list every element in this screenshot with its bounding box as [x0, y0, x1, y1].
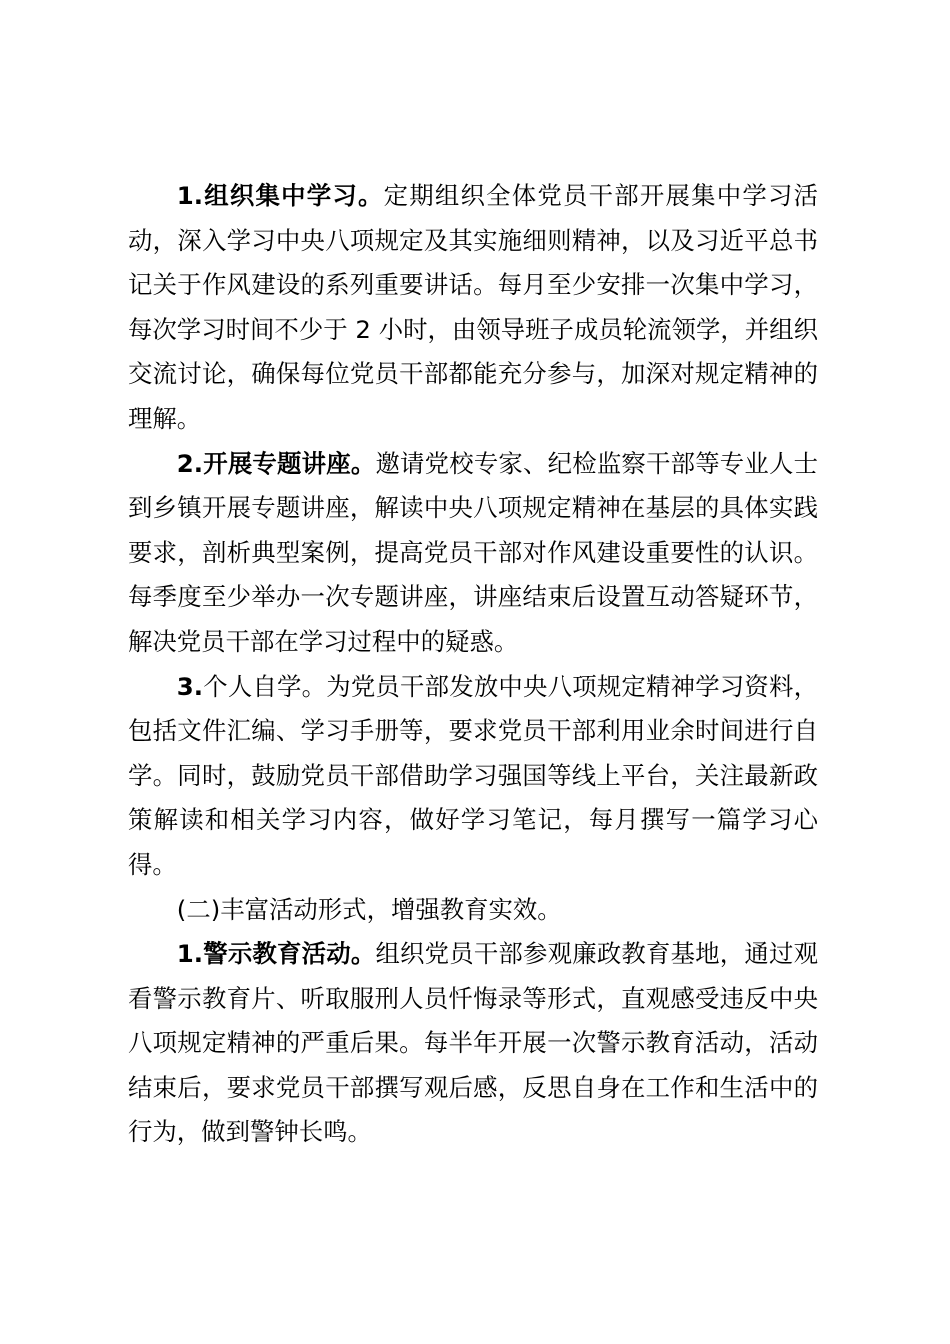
paragraph-heading: 1.警示教育活动。 [176, 939, 376, 969]
paragraph-self-study [128, 665, 818, 888]
paragraph-organize-study [128, 174, 818, 442]
paragraph-body: (二)丰富活动形式，增强教育实效。 [176, 894, 562, 924]
paragraph-heading: 1.组织集中学习。 [176, 181, 384, 210]
paragraph-body: 个人自学。为党员干部发放中央八项规定精神学习资料，包括文件汇编、学习手册等，要求党员干部利用业余时间进行自学。同时，鼓励党员干部借助学习强国等线上平台，关注最新政策解读和相关学习内容，做好学习笔记，每月撰写一篇学习心得。 [128, 671, 818, 879]
paragraph-heading: 2.开展专题讲座。 [176, 448, 376, 478]
paragraph-heading: 3. [176, 671, 204, 701]
paragraph-body: 邀请党校专家、纪检监察干部等专业人士到乡镇开展专题讲座，解读中央八项规定精神在基层的具体实践要求，剖析典型案例，提高党员干部对作风建设重要性的认识。每季度至少举办一次专题讲座，讲座结束后设置互动答疑环节，解决党员干部在学习过程中的疑惑。 [128, 448, 818, 656]
section-heading-activities [128, 888, 818, 933]
document-page [128, 174, 818, 1155]
paragraph-warning-education [128, 932, 818, 1155]
paragraph-lectures [128, 442, 818, 665]
paragraph-body: 定期组织全体党员干部开展集中学习活动，深入学习中央八项规定及其实施细则精神，以及习近平总书记关于作风建设的系列重要讲话。每月至少安排一次集中学习，每次学习时间不少于 2 小时，由领导班子成员轮流领学，并组织交流讨论，确保每位党员干部都能充分参与，加深对规定精神的理解。 [128, 181, 818, 433]
paragraph-body: 组织党员干部参观廉政教育基地，通过观看警示教育片、听取服刑人员忏悔录等形式，直观感受违反中央八项规定精神的严重后果。每半年开展一次警示教育活动，活动结束后，要求党员干部撰写观后感，反思自身在工作和生活中的行为，做到警钟长鸣。 [128, 939, 818, 1147]
